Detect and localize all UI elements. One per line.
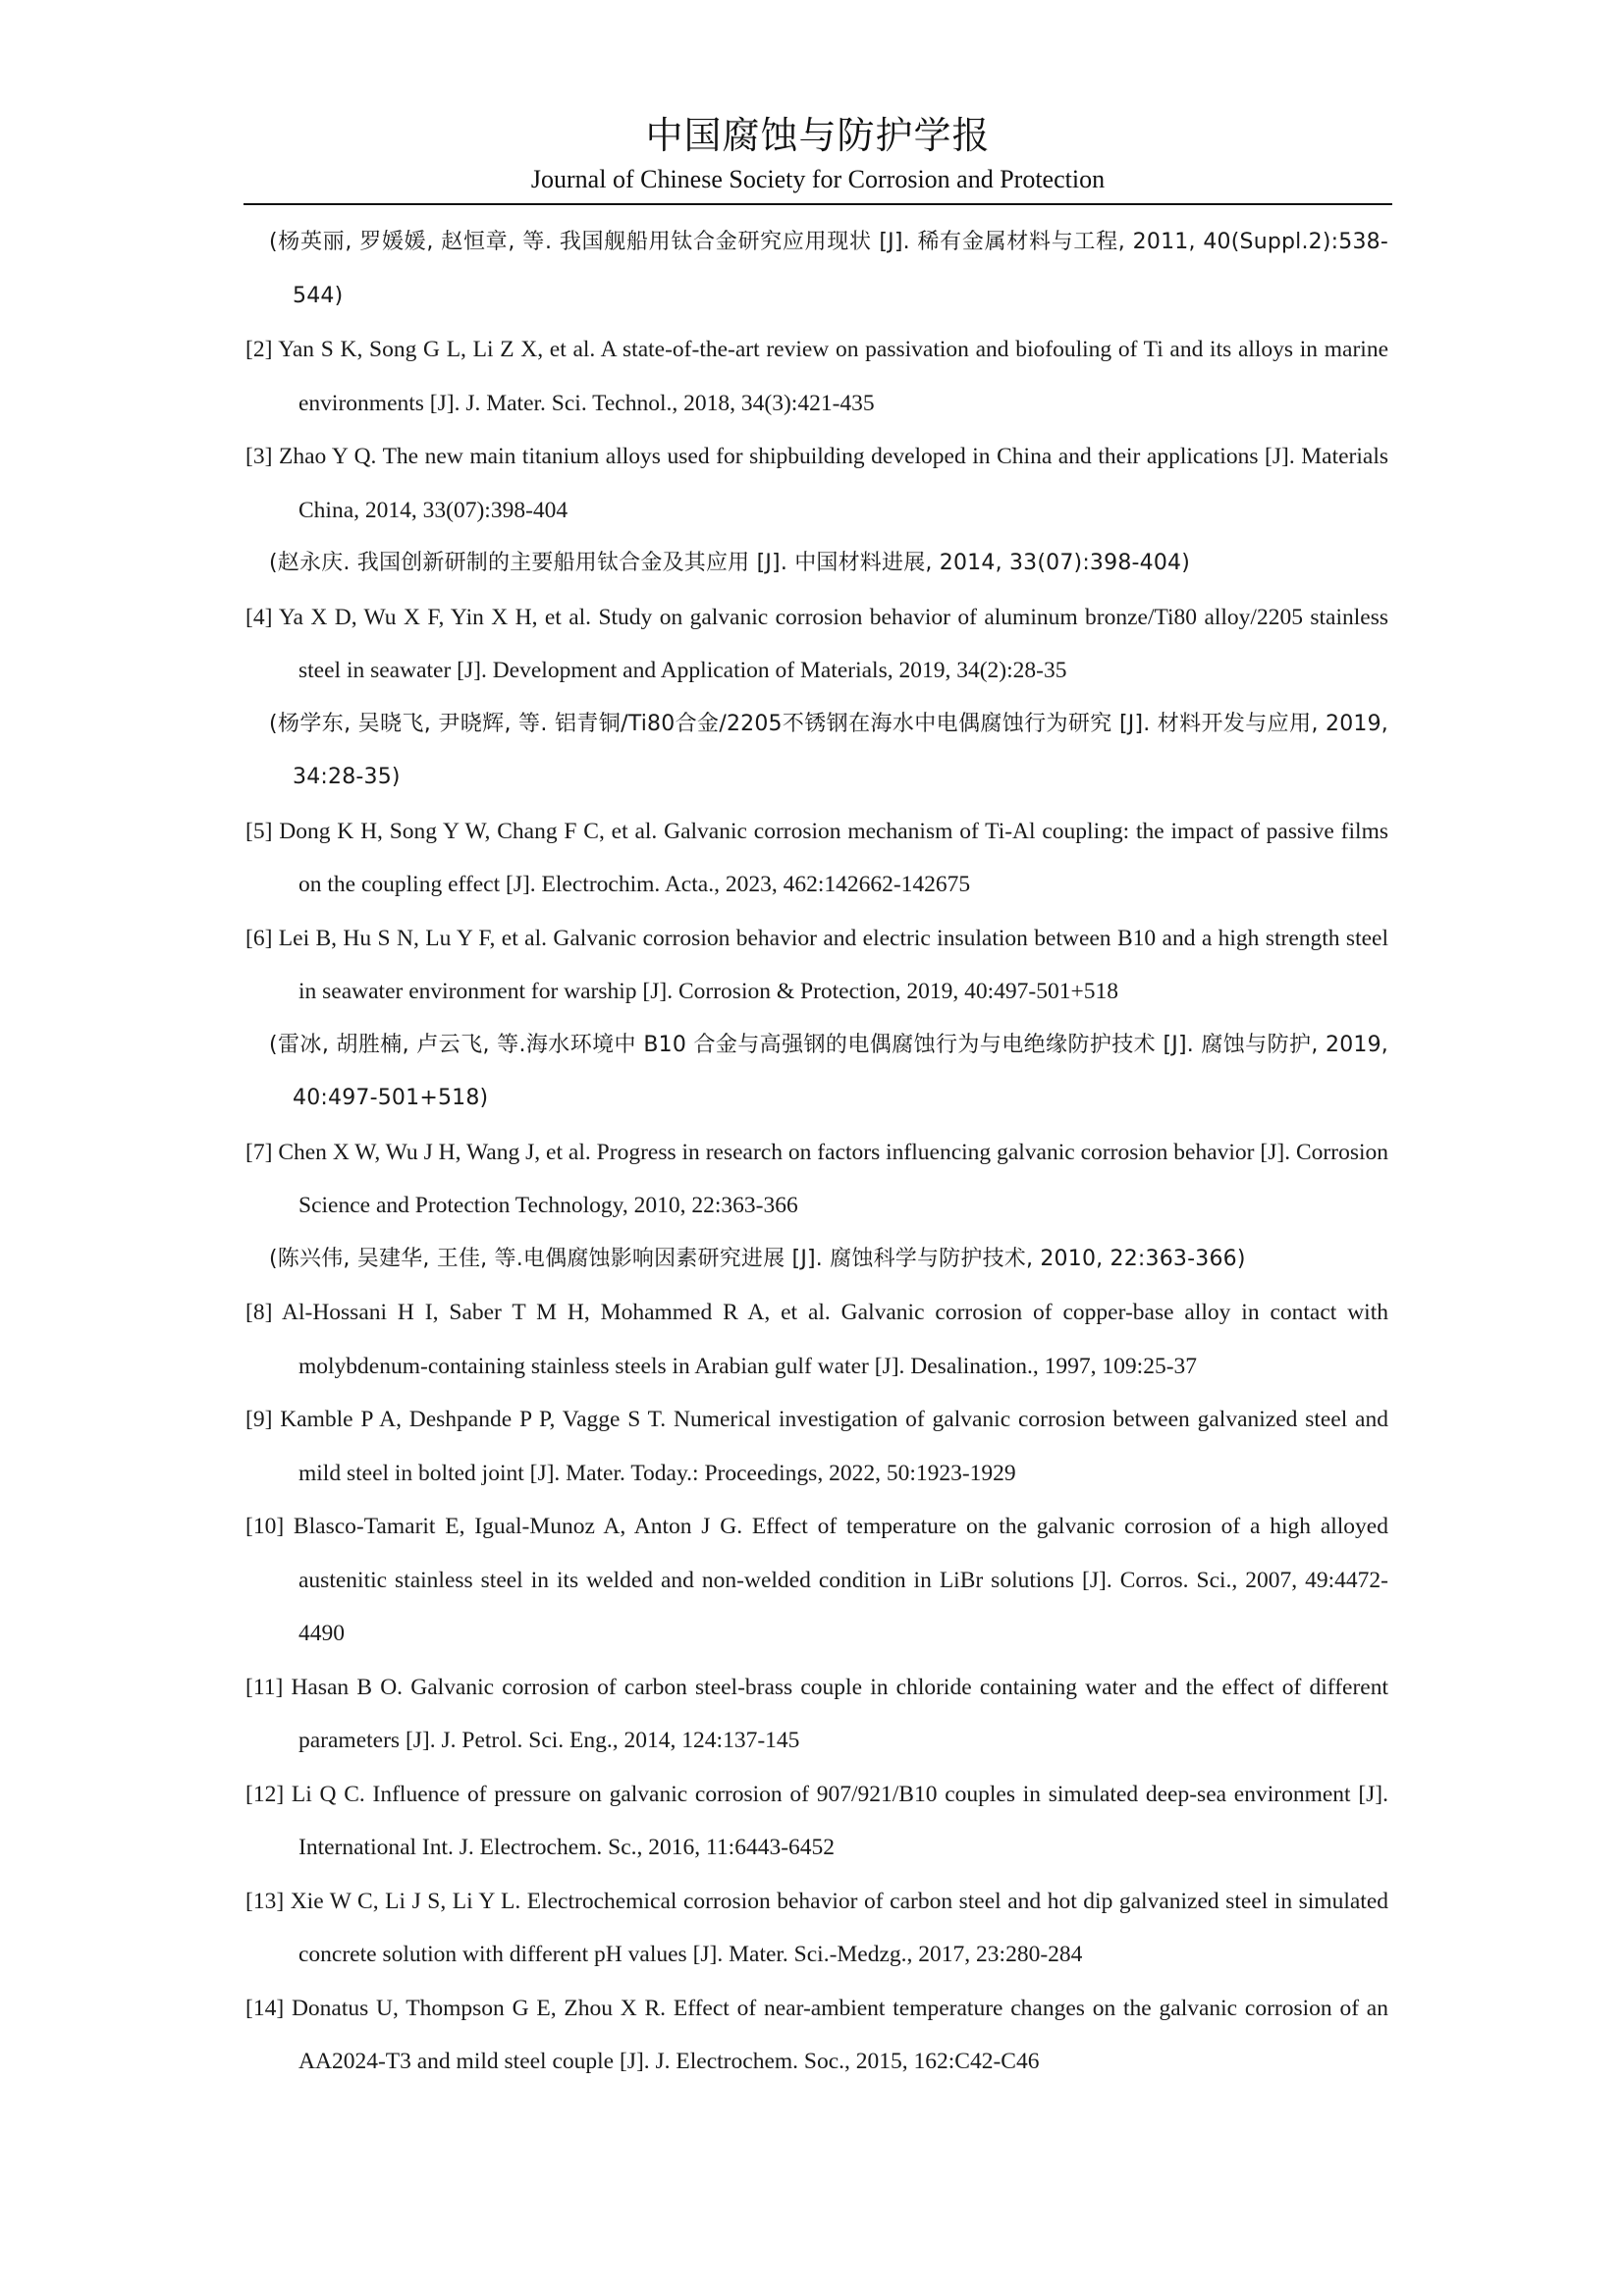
- reference-item-3: [3] Zhao Y Q. The new main titanium alloys used for shipbuilding developed in China and their applications [J]. Materials China, 2014, 33(07):398-404: [245, 444, 1388, 523]
- reference-translation: (杨学东, 吴晓飞, 尹晓辉, 等. 铝青铜/Ti80合金/2205不锈钢在海水中电偶腐蚀行为研究 [J]. 材料开发与应用, 2019, 34:28-35): [269, 711, 1388, 789]
- reference-item-5: [5] Dong K H, Song Y W, Chang F C, et al. Galvanic corrosion mechanism of Ti-Al coupling: the impact of passive films on the coupling effect [J]. Electrochim. Acta., 2023, 462:142662-142675: [245, 818, 1388, 897]
- reference-item-13: [13] Xie W C, Li J S, Li Y L. Electrochemical corrosion behavior of carbon steel and hot dip galvanized steel in simulated concrete solution with different pH values [J]. Mater. Sci.-Medzg., 2017, 23:280-284: [245, 1888, 1388, 1967]
- reference-item-4: [4] Ya X D, Wu X F, Yin X H, et al. Study on galvanic corrosion behavior of aluminum bronze/Ti80 alloy/2205 stainless steel in seawater [J]. Development and Application of Materials, 2019, 34(2):28-35: [245, 604, 1388, 683]
- reference-item-7: [7] Chen X W, Wu J H, Wang J, et al. Progress in research on factors influencing galvanic corrosion behavior [J]. Corrosion Science and Protection Technology, 2010, 22:363-366: [245, 1139, 1388, 1218]
- page-header: [244, 110, 1392, 196]
- reference-item-9: [9] Kamble P A, Deshpande P P, Vagge S T. Numerical investigation of galvanic corrosion between galvanized steel and mild steel in bolted joint [J]. Mater. Today.: Proceedings, 2022, 50:1923-1929: [245, 1407, 1388, 1486]
- reference-translation: (杨英丽, 罗媛媛, 赵恒章, 等. 我国舰船用钛合金研究应用现状 [J]. 稀有金属材料与工程, 2011, 40(Suppl.2):538-544): [269, 230, 1388, 308]
- reference-item-12: [12] Li Q C. Influence of pressure on galvanic corrosion of 907/921/B10 couples in simulated deep-sea environment [J]. International Int. J. Electrochem. Sc., 2016, 11:6443-6452: [245, 1781, 1388, 1860]
- reference-item-8: [8] Al-Hossani H I, Saber T M H, Mohammed R A, et al. Galvanic corrosion of copper-base alloy in contact with molybdenum-containing stainless steels in Arabian gulf water [J]. Desalination., 1997, 109:25-37: [245, 1300, 1388, 1379]
- reference-item-6: [6] Lei B, Hu S N, Lu Y F, et al. Galvanic corrosion behavior and electric insulation between B10 and a high strength steel in seawater environment for warship [J]. Corrosion & Protection, 2019, 40:497-501+518: [245, 925, 1388, 1004]
- journal-title-english: Journal of Chinese Society for Corrosion and Protection: [530, 165, 1106, 193]
- reference-list: [245, 216, 1388, 2089]
- reference-item-14: [14] Donatus U, Thompson G E, Zhou X R. Effect of near-ambient temperature changes on the galvanic corrosion of an AA2024-T3 and mild steel couple [J]. J. Electrochem. Soc., 2015, 162:C42-C46: [245, 1995, 1388, 2074]
- header-rule: [244, 203, 1392, 205]
- reference-translation: (雷冰, 胡胜楠, 卢云飞, 等.海水环境中 B10 合金与高强钢的电偶腐蚀行为与电绝缘防护技术 [J]. 腐蚀与防护, 2019, 40:497-501+518): [269, 1032, 1388, 1110]
- reference-translation: (赵永庆. 我国创新研制的主要船用钛合金及其应用 [J]. 中国材料进展, 2014, 33(07):398-404): [269, 551, 1191, 575]
- reference-item-11: [11] Hasan B O. Galvanic corrosion of carbon steel-brass couple in chloride containing water and the effect of different parameters [J]. J. Petrol. Sci. Eng., 2014, 124:137-145: [245, 1674, 1388, 1753]
- reference-item-10: [10] Blasco-Tamarit E, Igual-Munoz A, Anton J G. Effect of temperature on the galvanic corrosion of a high alloyed austenitic stainless steel in its welded and non-welded condition in LiBr solutions [J]. Corros. Sci., 2007, 49:4472-4490: [245, 1514, 1388, 1646]
- reference-translation: (陈兴伟, 吴建华, 王佳, 等.电偶腐蚀影响因素研究进展 [J]. 腐蚀科学与防护技术, 2010, 22:363-366): [269, 1246, 1246, 1271]
- journal-title-chinese: 中国腐蚀与防护学报: [645, 114, 991, 157]
- reference-item-2: [2] Yan S K, Song G L, Li Z X, et al. A state-of-the-art review on passivation and biofouling of Ti and its alloys in marine environments [J]. J. Mater. Sci. Technol., 2018, 34(3):421-435: [245, 337, 1388, 416]
